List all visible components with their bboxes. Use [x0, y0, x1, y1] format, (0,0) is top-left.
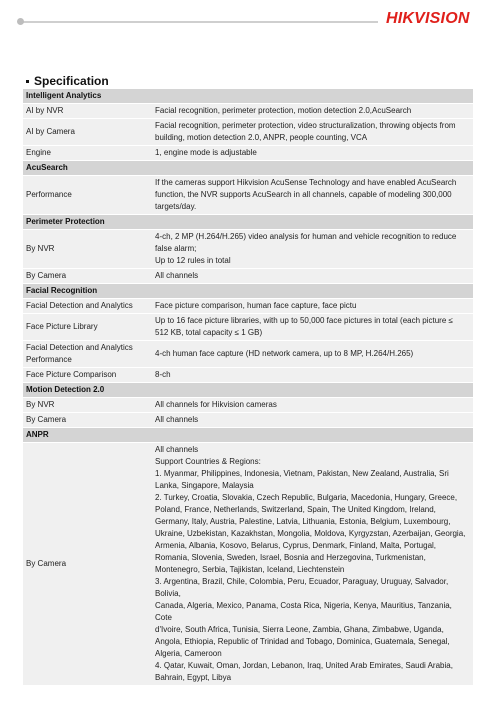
spec-value-line: Angola, Ethiopia, Republic of Trinidad and Tobago, Dominica, Guatemala, Senegal,	[155, 637, 450, 646]
spec-key: Face Picture Comparison	[23, 368, 152, 383]
spec-value-line: Montenegro, Serbia, Tajikistan, Iceland, Liechtenstein	[155, 565, 345, 574]
spec-value-line: Support Countries & Regions:	[155, 457, 261, 466]
bullet-icon	[26, 80, 29, 83]
spec-value-line: Face picture comparison, human face capture, face pictu	[155, 301, 357, 310]
spec-value	[152, 176, 473, 215]
spec-key: By NVR	[23, 398, 152, 413]
spec-value	[152, 398, 473, 413]
spec-value-line: All channels for Hikvision cameras	[155, 400, 277, 409]
spec-key: Face Picture Library	[23, 314, 152, 341]
spec-value-line: 3. Argentina, Brazil, Chile, Colombia, Peru, Ecuador, Paraguay, Uruguay, Salvador,	[155, 577, 449, 586]
spec-value-line: 2. Turkey, Croatia, Slovakia, Czech Republic, Bulgaria, Macedonia, Hungary, Greece,	[155, 493, 458, 502]
spec-row	[23, 269, 473, 284]
spec-key: By Camera	[23, 413, 152, 428]
hikvision-logo: HIKVISION	[386, 10, 470, 27]
spec-value	[152, 368, 473, 383]
spec-value-line: Up to 16 face picture libraries, with up to 50,000 face pictures in total (each picture ≤	[155, 316, 453, 325]
spec-value	[152, 269, 473, 284]
spec-value-line: Facial recognition, perimeter protection, motion detection 2.0,AcuSearch	[155, 106, 412, 115]
spec-value-line: 4-ch, 2 MP (H.264/H.265) video analysis for human and vehicle recognition to reduce	[155, 232, 457, 241]
header-divider	[18, 21, 378, 23]
spec-row	[23, 368, 473, 383]
spec-value	[152, 230, 473, 269]
spec-value	[152, 341, 473, 368]
spec-row	[23, 119, 473, 146]
spec-value-line: 1. Myanmar, Philippines, Indonesia, Vietnam, Pakistan, New Zealand, Australia, Sri	[155, 469, 449, 478]
spec-key: By Camera	[23, 269, 152, 284]
section-header-row	[23, 161, 473, 176]
spec-value	[152, 104, 473, 119]
spec-key: By Camera	[23, 443, 152, 686]
spec-value-line: building, motion detection 2.0, ANPR, people counting, VCA	[155, 133, 368, 142]
spec-value-line: Lanka, Singapore, Malaysia	[155, 481, 254, 490]
spec-key: AI by Camera	[23, 119, 152, 146]
spec-key: By NVR	[23, 230, 152, 269]
spec-key: Performance	[23, 176, 152, 215]
spec-value	[152, 119, 473, 146]
spec-key: Facial Detection and Analytics Performance	[23, 341, 152, 368]
specification-table	[23, 89, 473, 686]
section-header-row	[23, 428, 473, 443]
spec-value-line: function, the NVR supports AcuSearch in all channels, capable of modeling 300,000	[155, 190, 452, 199]
spec-value-line: Up to 12 rules in total	[155, 256, 231, 265]
page-header	[0, 0, 489, 44]
section-title: Motion Detection 2.0	[23, 383, 473, 398]
spec-value-line: All channels	[155, 271, 199, 280]
spec-row	[23, 104, 473, 119]
section-header-row	[23, 89, 473, 104]
spec-value-line: All channels	[155, 445, 199, 454]
spec-value	[152, 443, 473, 686]
spec-value-line: 512 KB, total capacity ≤ 1 GB)	[155, 328, 263, 337]
spec-key: Engine	[23, 146, 152, 161]
spec-value-line: 4-ch human face capture (HD network camera, up to 8 MP, H.264/H.265)	[155, 349, 414, 358]
spec-value-line: Romania, Slovenia, Sweden, Israel, Bosnia and Herzegovina, Turkmenistan,	[155, 553, 426, 562]
spec-value-line: Bolivia,	[155, 589, 181, 598]
spec-value	[152, 314, 473, 341]
heading-text: Specification	[34, 74, 109, 88]
header-dot	[17, 18, 24, 25]
spec-row	[23, 413, 473, 428]
section-header-row	[23, 284, 473, 299]
spec-value-line: Bahrain, Egypt, Libya	[155, 673, 232, 682]
spec-value-line: Poland, France, Netherlands, Switzerland, Spain, The United Kingdom, Ireland,	[155, 505, 436, 514]
spec-row	[23, 443, 473, 686]
spec-row	[23, 146, 473, 161]
spec-value-line: Armenia, Albania, Kosovo, Belarus, Cyprus, Denmark, Finland, Malta, Portugal,	[155, 541, 437, 550]
spec-value-line: Algeria, Cameroon	[155, 649, 222, 658]
section-header-row	[23, 215, 473, 230]
spec-value-line: false alarm;	[155, 244, 197, 253]
spec-value-line: All channels	[155, 415, 199, 424]
spec-row	[23, 176, 473, 215]
spec-value-line: 4. Qatar, Kuwait, Oman, Jordan, Lebanon, Iraq, United Arab Emirates, Saudi Arabia,	[155, 661, 453, 670]
spec-value-line: 1, engine mode is adjustable	[155, 148, 257, 157]
spec-key: Facial Detection and Analytics	[23, 299, 152, 314]
section-header-row	[23, 383, 473, 398]
section-heading	[26, 74, 109, 88]
section-title: Intelligent Analytics	[23, 89, 473, 104]
spec-value-line: Germany, Italy, Austria, Palestine, Latvia, Lithuania, Estonia, Belgium, Luxembourg,	[155, 517, 451, 526]
spec-value-line: Facial recognition, perimeter protection, video structuralization, throwing objects from	[155, 121, 456, 130]
spec-row	[23, 230, 473, 269]
spec-value-line: 8-ch	[155, 370, 171, 379]
spec-value-line: d'Ivoire, South Africa, Tunisia, Sierra Leone, Zambia, Ghana, Zimbabwe, Uganda,	[155, 625, 444, 634]
spec-value	[152, 413, 473, 428]
section-title: ANPR	[23, 428, 473, 443]
spec-row	[23, 398, 473, 413]
spec-row	[23, 341, 473, 368]
spec-value	[152, 299, 473, 314]
spec-row	[23, 299, 473, 314]
spec-value-line: If the cameras support Hikvision AcuSense Technology and have enabled AcuSearch	[155, 178, 457, 187]
spec-value-line: targets/day.	[155, 202, 197, 211]
section-title: Facial Recognition	[23, 284, 473, 299]
spec-value-line: Ukraine, Uzbekistan, Kazakhstan, Mongolia, Moldova, Kyrgyzstan, Azerbaijan, Georgia,	[155, 529, 466, 538]
section-title: Perimeter Protection	[23, 215, 473, 230]
spec-value-line: Canada, Algeria, Mexico, Panama, Costa Rica, Nigeria, Kenya, Mauritius, Tanzania, Cote	[155, 601, 452, 622]
spec-value	[152, 146, 473, 161]
section-title: AcuSearch	[23, 161, 473, 176]
spec-row	[23, 314, 473, 341]
spec-key: AI by NVR	[23, 104, 152, 119]
